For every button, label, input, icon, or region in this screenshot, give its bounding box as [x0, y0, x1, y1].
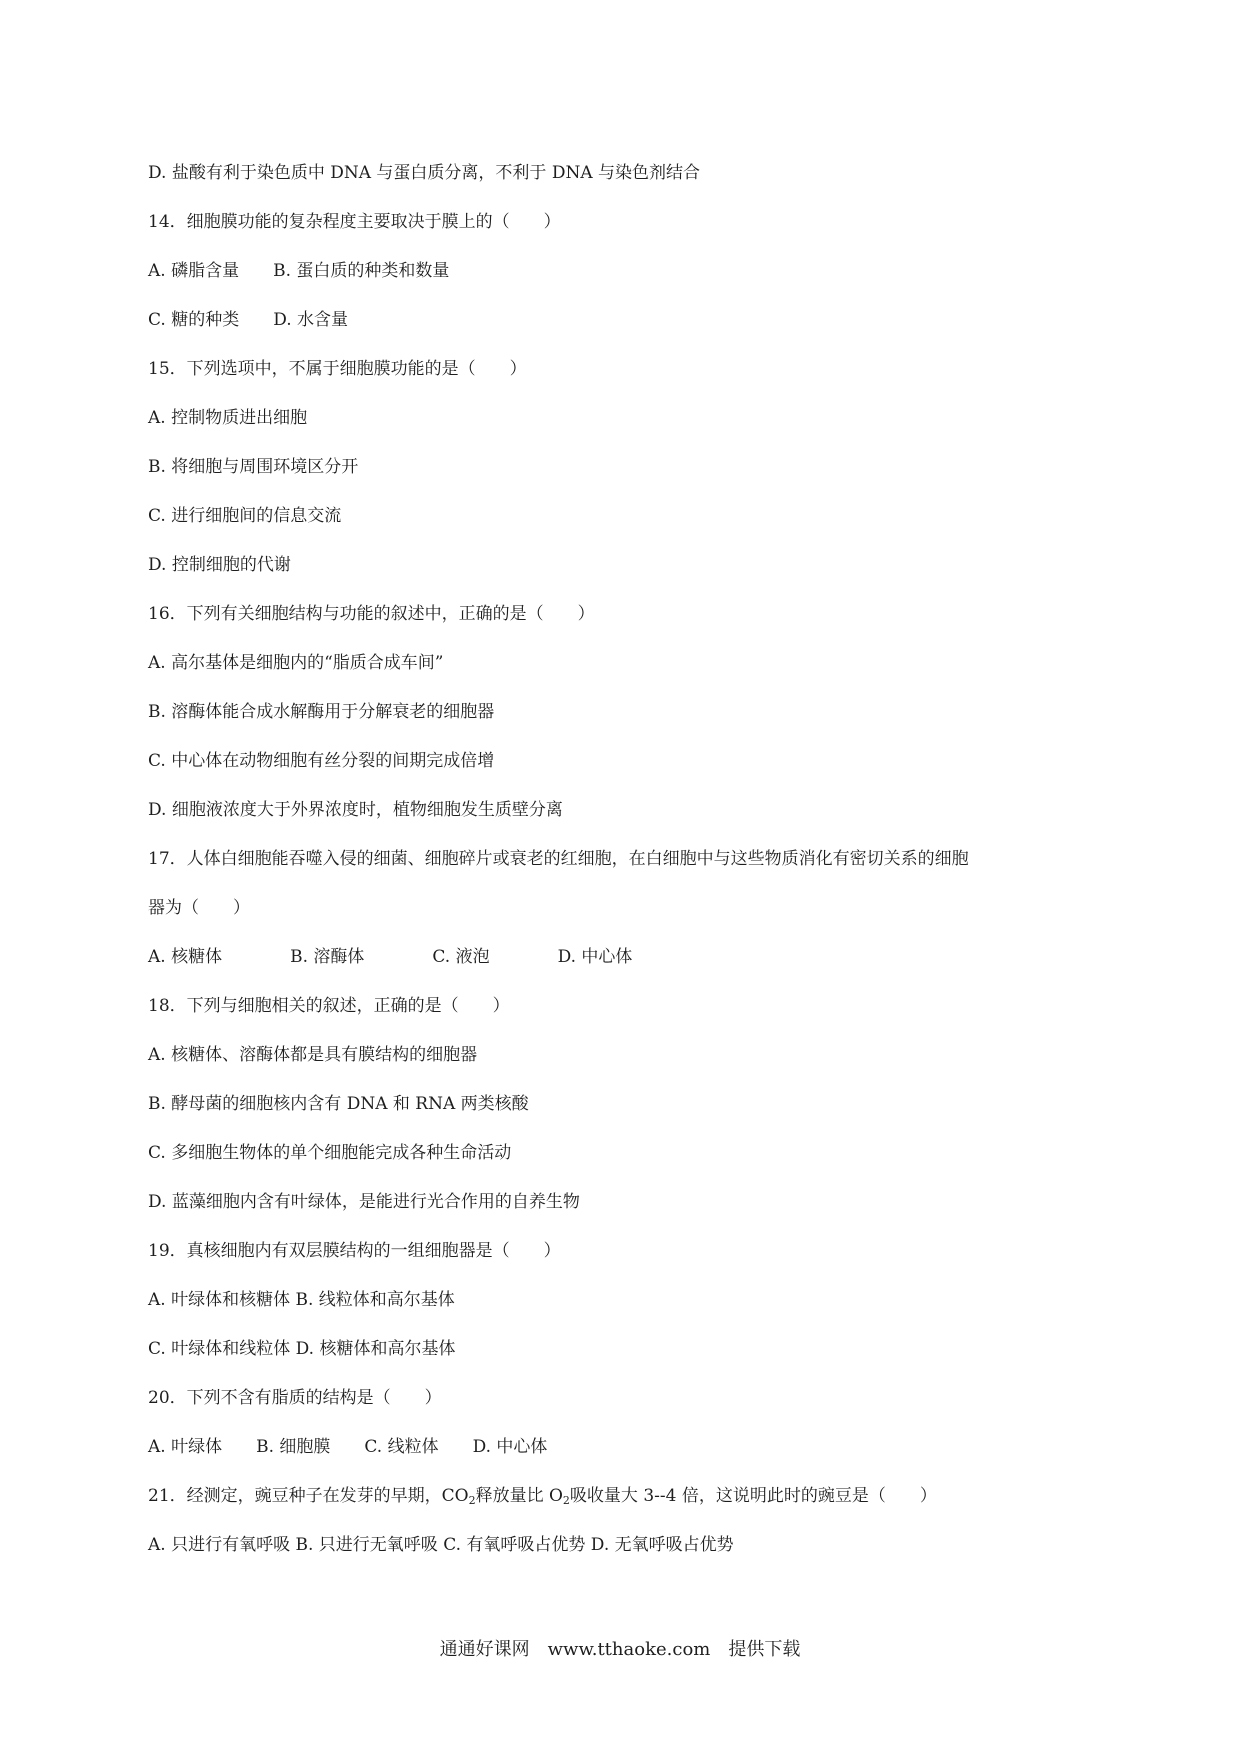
option-15-b: B. 将细胞与周围环境区分开: [148, 457, 359, 477]
option-18-b: B. 酵母菌的细胞核内含有 DNA 和 RNA 两类核酸: [148, 1094, 529, 1114]
question-21-part1: 21．经测定，豌豆种子在发芽的早期，CO: [148, 1486, 469, 1506]
question-18: 18．下列与细胞相关的叙述，正确的是（ ）: [148, 996, 510, 1016]
question-19: 19．真核细胞内有双层膜结构的一组细胞器是（ ）: [148, 1241, 561, 1261]
option-15-c: C. 进行细胞间的信息交流: [148, 506, 342, 526]
question-17: 17．人体白细胞能吞噬入侵的细菌、细胞碎片或衰老的红细胞，在白细胞中与这些物质消化有密切关系的细胞: [148, 849, 969, 869]
options-19-ab: A. 叶绿体和核糖体 B. 线粒体和高尔基体: [148, 1290, 455, 1310]
o2-subscript: 2: [562, 1494, 570, 1507]
question-14: 14．细胞膜功能的复杂程度主要取决于膜上的（ ）: [148, 212, 561, 232]
question-21: [148, 1485, 1180, 1512]
question-15: 15．下列选项中，不属于细胞膜功能的是（ ）: [148, 359, 527, 379]
options-21: A. 只进行有氧呼吸 B. 只进行无氧呼吸 C. 有氧呼吸占优势 D. 无氧呼吸占优势: [148, 1535, 734, 1555]
question-17-cont: 器为（ ）: [148, 898, 250, 918]
options-19-cd: C. 叶绿体和线粒体 D. 核糖体和高尔基体: [148, 1339, 456, 1359]
options-20: A. 叶绿体 B. 细胞膜 C. 线粒体 D. 中心体: [148, 1437, 548, 1457]
question-20: 20．下列不含有脂质的结构是（ ）: [148, 1388, 442, 1408]
option-15-a: A. 控制物质进出细胞: [148, 408, 308, 428]
option-18-a: A. 核糖体、溶酶体都是具有膜结构的细胞器: [148, 1045, 478, 1065]
question-21-part2: 释放量比 O: [475, 1486, 563, 1506]
question-21-part3: 吸收量大 3--4 倍，这说明此时的豌豆是（ ）: [569, 1486, 937, 1506]
option-16-d: D. 细胞液浓度大于外界浓度时，植物细胞发生质壁分离: [148, 800, 563, 820]
options-14-ab: A. 磷脂含量 B. 蛋白质的种类和数量: [148, 261, 450, 281]
question-16: 16．下列有关细胞结构与功能的叙述中，正确的是（ ）: [148, 604, 595, 624]
co2-subscript: 2: [468, 1494, 476, 1507]
option-16-c: C. 中心体在动物细胞有丝分裂的间期完成倍增: [148, 751, 495, 771]
options-14-cd: C. 糖的种类 D. 水含量: [148, 310, 349, 330]
option-15-d: D. 控制细胞的代谢: [148, 555, 291, 575]
option-13-d: D. 盐酸有利于染色质中 DNA 与蛋白质分离，不利于 DNA 与染色剂结合: [148, 163, 701, 183]
option-18-d: D. 蓝藻细胞内含有叶绿体，是能进行光合作用的自养生物: [148, 1192, 580, 1212]
option-18-c: C. 多细胞生物体的单个细胞能完成各种生命活动: [148, 1143, 512, 1163]
page-footer: 通通好课网 www.tthaoke.com 提供下载: [439, 1639, 801, 1660]
option-16-a: A. 高尔基体是细胞内的“脂质合成车间”: [148, 653, 444, 673]
option-16-b: B. 溶酶体能合成水解酶用于分解衰老的细胞器: [148, 702, 495, 722]
options-17: A. 核糖体 B. 溶酶体 C. 液泡 D. 中心体: [148, 947, 633, 967]
